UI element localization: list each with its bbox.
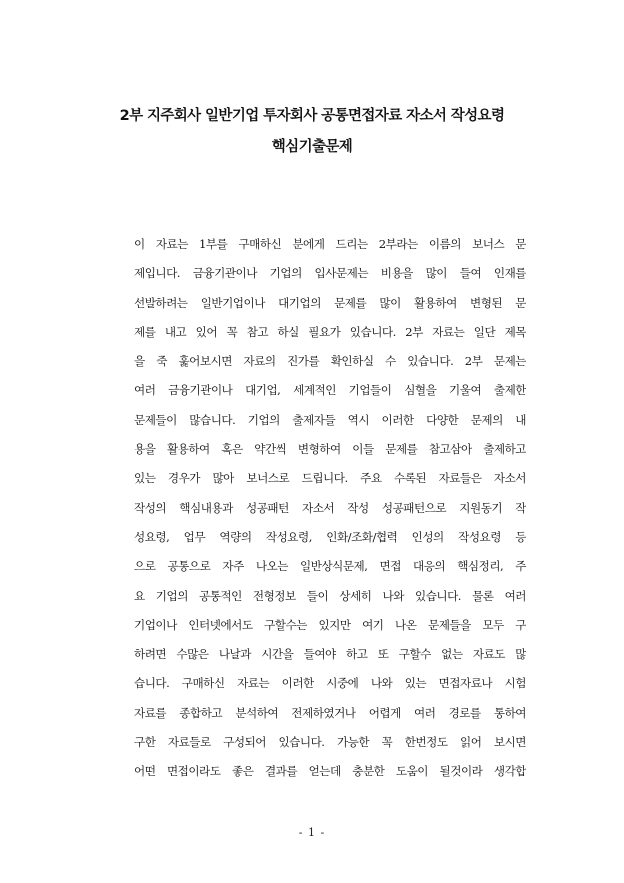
body-line: 제를 내고 있어 꼭 참고 하실 필요가 있습니다. 2부 자료는 일단 제목 <box>134 324 526 339</box>
body-line: 성요령, 업무 역량의 작성요령, 인화/조화/협력 인성의 작성요령 등 <box>134 529 526 544</box>
document-subtitle: 핵심기출문제 <box>271 139 353 155</box>
body-paragraph <box>134 230 526 787</box>
body-line: 여러 금융기관이나 대기업, 세계적인 기업들이 심혈을 기울여 출제한 <box>134 383 526 398</box>
body-line: 작성의 핵심내용과 성공패턴 자소서 작성 성공패턴으로 지원동기 작 <box>134 500 526 515</box>
body-line: 자료를 종합하고 분석하여 전제하였거나 어렵게 여러 경로를 통하여 <box>134 705 526 720</box>
document-title: 2부 지주회사 일반기업 투자회사 공통면접자료 자소서 작성요령 <box>119 108 505 124</box>
body-line: 습니다. 구매하신 자료는 이러한 시중에 나와 있는 면접자료나 시험 <box>134 676 526 691</box>
body-line: 문제들이 많습니다. 기업의 출제자들 역시 이러한 다양한 문제의 내 <box>134 412 526 427</box>
body-line: 이 자료는 1부를 구매하신 분에게 드리는 2부라는 이름의 보너스 문 <box>134 237 526 251</box>
page-number: - 1 - <box>298 826 326 839</box>
body-line: 구한 자료들로 구성되어 있습니다. 가능한 꼭 한번정도 읽어 보시면 <box>134 735 526 750</box>
body-line: 제입니다. 금융기관이나 기업의 입사문제는 비용을 많이 들여 인재를 <box>134 266 526 281</box>
body-line: 선발하려는 일반기업이나 대기업의 문제를 많이 활용하여 변형된 문 <box>134 295 526 310</box>
body-line: 기업이나 인터넷에서도 구할수는 있지만 여기 나온 문제들을 모두 구 <box>134 617 526 632</box>
body-line: 하려면 수많은 나날과 시간을 들여야 하고 또 구할수 없는 자료도 많 <box>134 647 526 662</box>
body-line: 있는 경우가 많아 보너스로 드립니다. 주요 수록된 자료들은 자소서 <box>134 471 526 486</box>
body-line: 요 기업의 공통적인 전형정보 들이 상세히 나와 있습니다. 물론 여러 <box>134 588 526 603</box>
body-line: 으로 공통으로 자주 나오는 일반상식문제, 면접 대응의 핵심정리, 주 <box>134 559 526 574</box>
body-line: 용을 활용하여 혹은 약간씩 변형하여 이들 문제를 참고삼아 출제하고 <box>134 442 526 457</box>
body-line: 을 죽 훑어보시면 자료의 진가를 확인하실 수 있습니다. 2부 문제는 <box>134 354 526 369</box>
body-line: 어떤 면접이라도 좋은 결과를 얻는데 충분한 도움이 될것이라 생각합 <box>134 764 526 779</box>
